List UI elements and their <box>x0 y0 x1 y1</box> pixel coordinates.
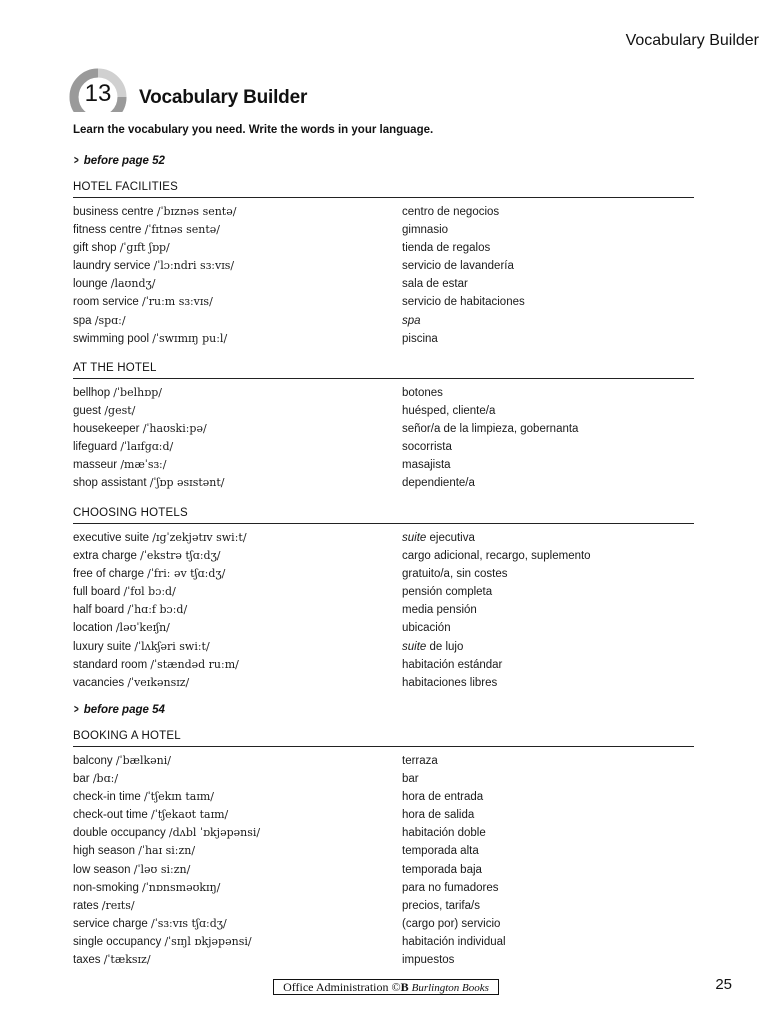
vocab-list <box>73 529 694 692</box>
vocab-translation: servicio de habitaciones <box>402 296 525 309</box>
vocab-translation: habitación doble <box>402 827 486 840</box>
vocab-translation: impuestos <box>402 954 455 967</box>
vocab-translation: gimnasio <box>402 224 449 237</box>
vocab-term <box>73 638 210 656</box>
vocab-word: half board <box>73 604 125 617</box>
vocab-pronunciation: /ɪgˈzekjətɪv swiːt/ <box>152 531 247 544</box>
vocab-pronunciation: /ˈfʊl bɔːd/ <box>123 585 176 599</box>
vocab-word: bar <box>73 773 90 786</box>
vocab-pronunciation: /ˈlɔːndri sɜːvɪs/ <box>153 259 235 273</box>
before-page-52-marker <box>73 155 165 167</box>
vocab-term <box>73 770 118 788</box>
vocab-pronunciation: /ˈswɪmɪŋ puːl/ <box>152 331 228 345</box>
vocab-row <box>73 384 694 402</box>
vocab-row <box>73 529 694 547</box>
vocab-word: room service <box>73 296 139 309</box>
vocab-word: single occupancy <box>73 935 162 948</box>
vocab-term <box>73 384 162 402</box>
vocab-row <box>73 420 694 438</box>
vocab-row <box>73 565 694 583</box>
vocab-term <box>73 601 187 619</box>
running-head: Vocabulary Builder <box>625 32 759 49</box>
vocab-row <box>73 842 694 860</box>
vocab-pronunciation: /ˈbælkəni/ <box>115 754 171 767</box>
vocab-pronunciation: /ˈbɪznəs sentə/ <box>156 205 237 218</box>
vocab-row <box>73 601 694 619</box>
vocab-term <box>73 293 213 311</box>
vocab-row <box>73 674 694 692</box>
vocab-pronunciation: /ləʊˈkeɪʃn/ <box>115 621 170 635</box>
vocab-row <box>73 788 694 806</box>
vocab-word: rates <box>73 899 99 912</box>
vocab-word: extra charge <box>73 550 137 563</box>
vocab-translation: señor/a de la limpieza, gobernanta <box>402 423 579 436</box>
vocab-pronunciation: /ˈhaʊskiːpə/ <box>142 422 207 436</box>
vocab-translation: huésped, cliente/a <box>402 405 496 418</box>
footer-copyright <box>273 979 499 995</box>
vocab-translation <box>402 638 463 656</box>
translation-rest: de lujo <box>426 640 464 653</box>
vocab-row <box>73 203 694 221</box>
vocab-term <box>73 752 171 770</box>
vocab-row <box>73 897 694 915</box>
vocab-pronunciation: /ˈfriː əv tʃɑːdʒ/ <box>147 567 226 581</box>
vocab-word: double occupancy <box>73 827 166 840</box>
vocab-word: low season <box>73 863 131 876</box>
vocab-term <box>73 221 220 239</box>
vocab-row <box>73 312 694 330</box>
vocab-word: housekeeper <box>73 423 140 436</box>
page-number: 25 <box>715 976 732 993</box>
section-heading: CHOOSING HOTELS <box>73 506 694 524</box>
vocab-word: gift shop <box>73 242 117 255</box>
vocab-word: fitness centre <box>73 224 142 237</box>
vocab-term <box>73 656 239 674</box>
vocab-word: executive suite <box>73 532 150 544</box>
vocab-row <box>73 402 694 420</box>
vocab-pronunciation: /spɑː/ <box>94 313 126 327</box>
vocab-pronunciation: /ˈhaɪ siːzn/ <box>138 844 196 858</box>
vocab-row <box>73 933 694 951</box>
vocab-word: shop assistant <box>73 477 147 490</box>
vocab-translation: socorrista <box>402 441 452 454</box>
before-page-54-marker <box>73 704 165 716</box>
vocab-translation: ubicación <box>402 622 451 635</box>
vocab-term <box>73 565 225 583</box>
vocab-term <box>73 257 234 275</box>
vocab-pronunciation: /ˈsɜːvɪs tʃɑːdʒ/ <box>151 916 227 930</box>
vocab-pronunciation: /gest/ <box>104 404 136 418</box>
vocab-translation: dependiente/a <box>402 477 475 490</box>
vocab-word: spa <box>73 314 92 327</box>
vocab-word: lifeguard <box>73 441 118 454</box>
vocab-word: location <box>73 622 113 635</box>
instructions: Learn the vocabulary you need. Write the words in your language. <box>73 124 434 136</box>
vocab-row <box>73 474 694 492</box>
section-choosing-hotels <box>73 506 694 692</box>
vocab-word: check-out time <box>73 809 148 822</box>
vocab-word: lounge <box>73 278 108 291</box>
vocab-term <box>73 824 260 842</box>
vocab-term <box>73 619 170 637</box>
chevron-right-icon: > <box>74 155 79 167</box>
marker-label: before page 54 <box>83 704 165 716</box>
vocab-translation: hora de entrada <box>402 791 484 804</box>
vocab-row <box>73 879 694 897</box>
vocab-term <box>73 420 207 438</box>
vocab-row <box>73 656 694 674</box>
vocab-translation: sala de estar <box>402 278 468 291</box>
vocab-pronunciation: /ˈfɪtnəs sentə/ <box>144 223 220 237</box>
vocab-term <box>73 951 151 969</box>
marker-label: before page 52 <box>83 155 165 167</box>
vocab-pronunciation: /dʌbl ˈɒkjəpənsi/ <box>168 826 261 840</box>
vocab-row <box>73 824 694 842</box>
vocab-word: standard room <box>73 658 148 671</box>
vocab-word: vacancies <box>73 676 125 689</box>
vocab-row <box>73 619 694 637</box>
vocab-word: balcony <box>73 755 113 767</box>
vocab-row <box>73 806 694 824</box>
vocab-list <box>73 203 694 348</box>
section-heading: AT THE HOTEL <box>73 361 694 379</box>
vocab-term <box>73 897 135 915</box>
vocab-row <box>73 951 694 969</box>
vocab-word: taxes <box>73 954 101 967</box>
vocab-term <box>73 402 135 420</box>
vocab-row <box>73 638 694 656</box>
vocab-word: bellhop <box>73 387 111 399</box>
vocab-translation: masajista <box>402 459 451 472</box>
vocab-translation: temporada alta <box>402 845 479 858</box>
vocab-row <box>73 275 694 293</box>
footer-text: Office Administration © <box>283 980 401 994</box>
vocab-row <box>73 456 694 474</box>
vocab-pronunciation: /ˈtʃekaʊt taɪm/ <box>150 808 229 822</box>
vocab-translation: habitación individual <box>402 935 506 948</box>
unit-badge <box>69 68 127 126</box>
vocab-translation: terraza <box>402 755 438 767</box>
vocab-translation: habitaciones libres <box>402 676 498 689</box>
section-heading: HOTEL FACILITIES <box>73 180 694 198</box>
vocab-translation: gratuito/a, sin costes <box>402 568 508 581</box>
page-title: Vocabulary Builder <box>139 87 308 108</box>
vocab-term <box>73 806 228 824</box>
vocab-pronunciation: /mæˈsɜː/ <box>120 458 167 472</box>
vocab-pronunciation: /ˈstændəd ruːm/ <box>150 657 239 671</box>
vocab-pronunciation: /ˈsɪŋl ɒkjəpənsi/ <box>164 934 252 948</box>
vocab-pronunciation: /ˈbelhɒp/ <box>113 386 162 399</box>
vocab-pronunciation: /ˈhɑːf bɔːd/ <box>127 603 188 617</box>
vocab-row <box>73 330 694 348</box>
vocab-translation: centro de negocios <box>402 206 500 218</box>
vocab-pronunciation: /bɑː/ <box>92 772 119 786</box>
vocab-word: laundry service <box>73 260 151 273</box>
section-booking-a-hotel <box>73 729 694 969</box>
vocab-term <box>73 330 227 348</box>
vocab-term <box>73 529 247 547</box>
vocab-word: full board <box>73 586 121 599</box>
publisher-name: Burlington Books <box>411 982 489 994</box>
vocab-row <box>73 547 694 565</box>
vocab-term <box>73 275 155 293</box>
vocab-word: service charge <box>73 917 148 930</box>
vocab-term <box>73 861 190 879</box>
vocab-word: guest <box>73 405 102 418</box>
translation-italic-part: suite <box>402 532 427 544</box>
vocab-translation: habitación estándar <box>402 658 503 671</box>
vocab-word: high season <box>73 845 136 858</box>
vocab-word: free of charge <box>73 568 144 581</box>
vocab-pronunciation: /laʊndʒ/ <box>110 277 156 291</box>
vocab-term <box>73 203 236 221</box>
vocab-translation: para no fumadores <box>402 881 499 894</box>
vocab-row <box>73 239 694 257</box>
publisher-logo-icon: B <box>400 980 409 994</box>
vocab-row <box>73 257 694 275</box>
vocab-term <box>73 456 166 474</box>
vocab-word: business centre <box>73 206 154 218</box>
unit-number: 13 <box>84 80 112 107</box>
vocab-pronunciation: /ˈtæksɪz/ <box>103 953 151 967</box>
vocab-term <box>73 788 214 806</box>
vocab-term <box>73 879 220 897</box>
vocab-term <box>73 474 224 492</box>
vocab-translation: servicio de lavandería <box>402 260 514 273</box>
vocab-translation: pensión completa <box>402 586 493 599</box>
vocab-word: check-in time <box>73 791 141 804</box>
vocab-term <box>73 842 195 860</box>
vocab-pronunciation: /ˈʃɒp əsɪstənt/ <box>149 476 225 490</box>
vocab-pronunciation: /ˈveɪkənsɪz/ <box>127 675 190 689</box>
vocab-term <box>73 547 221 565</box>
vocab-translation: bar <box>402 773 419 786</box>
vocab-row <box>73 583 694 601</box>
vocab-term <box>73 933 252 951</box>
section-hotel-facilities <box>73 180 694 348</box>
vocab-list <box>73 384 694 493</box>
vocab-row <box>73 861 694 879</box>
vocab-pronunciation: /reɪts/ <box>101 898 135 912</box>
vocab-pronunciation: /ˈgɪft ʃɒp/ <box>119 241 170 255</box>
vocab-translation: hora de salida <box>402 809 475 822</box>
vocab-word: masseur <box>73 459 118 472</box>
vocab-pronunciation: /ˈruːm sɜːvɪs/ <box>142 295 213 309</box>
vocab-translation: (cargo por) servicio <box>402 917 501 930</box>
section-heading: BOOKING A HOTEL <box>73 729 694 747</box>
vocab-word: swimming pool <box>73 332 150 345</box>
vocab-translation: botones <box>402 387 443 399</box>
vocab-translation: piscina <box>402 332 438 345</box>
vocab-row <box>73 293 694 311</box>
vocab-term <box>73 312 126 330</box>
vocab-term <box>73 915 227 933</box>
vocab-word: luxury suite <box>73 640 132 653</box>
vocab-term <box>73 583 176 601</box>
vocab-term <box>73 674 189 692</box>
vocab-row <box>73 770 694 788</box>
vocab-pronunciation: /ˈlʌkʃəri swiːt/ <box>134 639 210 653</box>
translation-italic-part: suite <box>402 640 427 653</box>
vocab-translation: precios, tarifa/s <box>402 899 480 912</box>
section-at-the-hotel <box>73 361 694 493</box>
chevron-right-icon: > <box>74 704 79 716</box>
vocab-row <box>73 752 694 770</box>
vocab-pronunciation: /ˈləʊ siːzn/ <box>133 862 191 876</box>
vocab-row <box>73 221 694 239</box>
vocab-pronunciation: /ˈlaɪfgɑːd/ <box>120 440 174 454</box>
vocab-row <box>73 915 694 933</box>
vocab-pronunciation: /ˈnɒnsməʊkɪŋ/ <box>142 880 221 894</box>
vocab-row <box>73 438 694 456</box>
vocab-pronunciation: /ˈekstrə tʃɑːdʒ/ <box>140 549 221 563</box>
vocab-translation <box>402 529 475 547</box>
vocab-translation: spa <box>402 314 421 327</box>
vocab-translation: cargo adicional, recargo, suplemento <box>402 550 591 563</box>
vocab-term <box>73 438 173 456</box>
translation-rest: ejecutiva <box>426 532 475 544</box>
vocab-translation: temporada baja <box>402 863 482 876</box>
vocab-term <box>73 239 170 257</box>
vocab-translation: media pensión <box>402 604 477 617</box>
vocab-translation: tienda de regalos <box>402 242 491 255</box>
vocab-word: non-smoking <box>73 881 139 894</box>
vocab-pronunciation: /ˈtʃekɪn taɪm/ <box>143 790 214 804</box>
vocab-list <box>73 752 694 969</box>
